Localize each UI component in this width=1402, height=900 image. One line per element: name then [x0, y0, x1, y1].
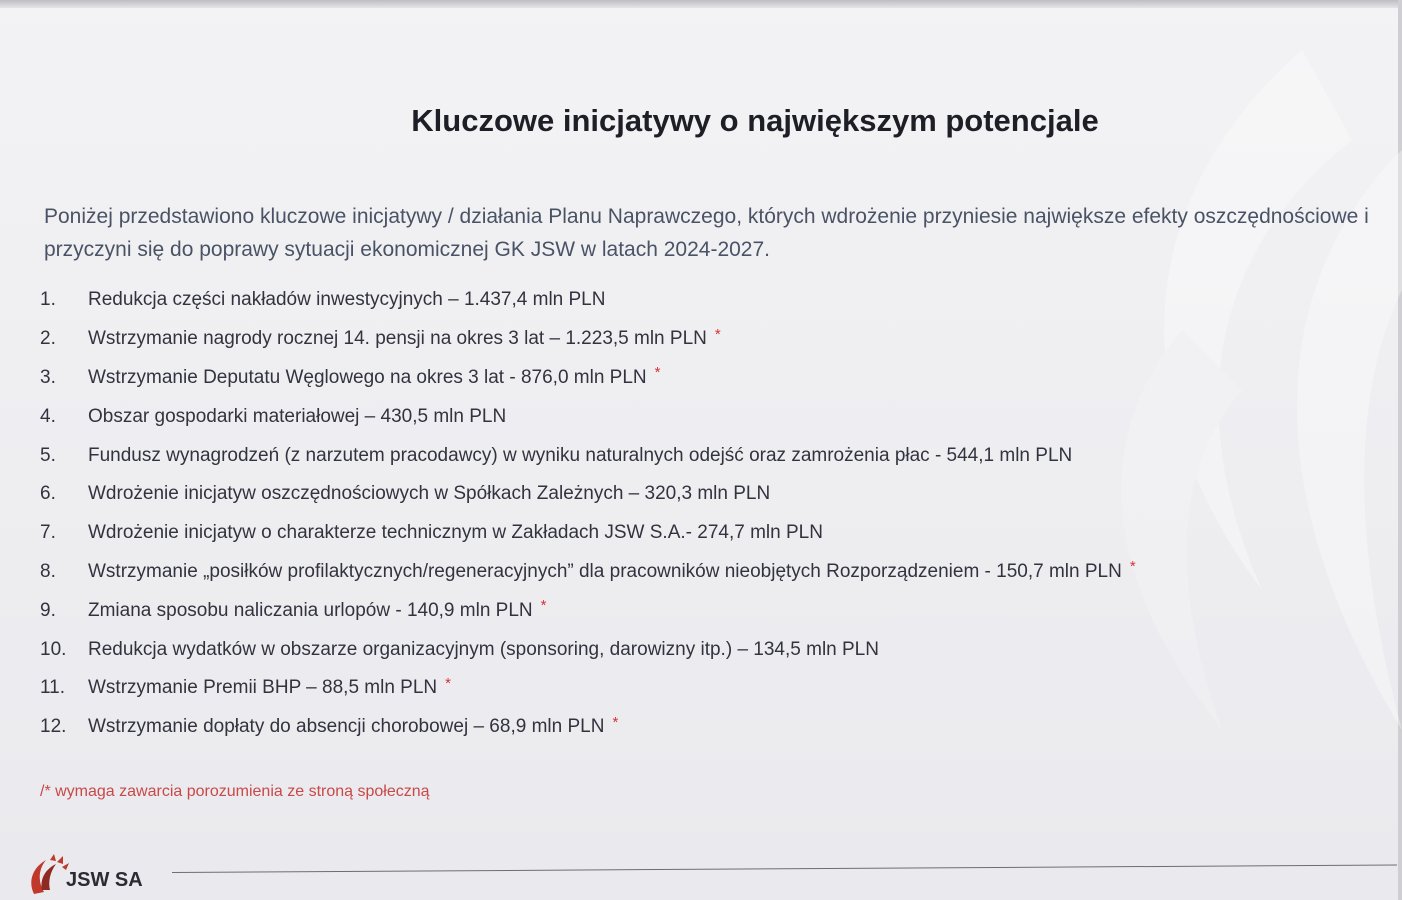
asterisk-marker: *	[654, 364, 661, 382]
company-logo	[26, 850, 143, 896]
list-item	[40, 708, 1380, 747]
item-text: Zmiana sposobu naliczania urlopów - 140,9 mln PLN	[88, 599, 533, 621]
list-item	[40, 514, 1380, 553]
item-number: 4.	[40, 405, 56, 427]
item-text: Wstrzymanie „posiłków profilaktycznych/regeneracyjnych” dla pracowników nieobjętych Rozporządzeniem - 150,7 mln PLN	[88, 560, 1122, 582]
item-number: 5.	[40, 444, 56, 466]
item-text: Wstrzymanie Premii BHP – 88,5 mln PLN	[88, 677, 438, 699]
screen-top-edge	[0, 0, 1402, 8]
asterisk-marker: *	[540, 597, 547, 615]
list-item	[40, 320, 1380, 359]
item-text: Wstrzymanie nagrody rocznej 14. pensji na okres 3 lat – 1.223,5 mln PLN	[88, 328, 707, 350]
logo-text: JSW SA	[66, 869, 143, 891]
item-text: Wdrożenie inicjatyw o charakterze technicznym w Zakładach JSW S.A.- 274,7 mln PLN	[88, 522, 823, 544]
list-item	[40, 475, 1380, 514]
asterisk-marker: *	[612, 713, 619, 731]
list-item	[40, 359, 1380, 398]
item-number: 8.	[40, 560, 56, 582]
list-item	[40, 591, 1380, 630]
asterisk-marker: *	[1129, 558, 1136, 576]
intro-paragraph: Poniżej przedstawiono kluczowe inicjatywy / działania Planu Naprawczego, których wdrożenie przyniesie największe efekty oszczędnościowe i przyczyni się do poprawy sytuacji ekonomicznej GK JSW w latach 2024-2027.	[44, 205, 1369, 261]
list-item	[40, 436, 1380, 475]
slide-title: Kluczowe inicjatywy o największym potencjale	[411, 103, 1099, 138]
item-number: 1.	[40, 289, 56, 311]
list-item	[40, 630, 1380, 669]
asterisk-marker: *	[714, 325, 721, 343]
item-text: Wdrożenie inicjatyw oszczędnościowych w Spółkach Zależnych – 320,3 mln PLN	[88, 483, 771, 505]
list-item	[40, 553, 1380, 592]
item-number: 11.	[40, 677, 66, 699]
item-number: 7.	[40, 522, 56, 544]
footer-divider	[172, 865, 1397, 873]
item-number: 12.	[40, 716, 67, 738]
list-item	[40, 397, 1380, 436]
item-text: Redukcja wydatków w obszarze organizacyjnym (sponsoring, darowizny itp.) – 134,5 mln PLN	[88, 638, 879, 660]
item-number: 3.	[40, 366, 56, 388]
initiatives-list	[40, 281, 1380, 747]
list-item	[40, 669, 1380, 708]
item-text: Redukcja części nakładów inwestycyjnych – 1.437,4 mln PLN	[88, 289, 606, 311]
item-text: Fundusz wynagrodzeń (z narzutem pracodawcy) w wyniku naturalnych odejść oraz zamrożenia płac - 544,1 mln PLN	[88, 444, 1073, 466]
item-text: Wstrzymanie Deputatu Węglowego na okres 3 lat - 876,0 mln PLN	[88, 366, 647, 388]
item-number: 9.	[40, 599, 56, 621]
item-text: Wstrzymanie dopłaty do absencji chorobowej – 68,9 mln PLN	[88, 716, 605, 738]
item-number: 6.	[40, 483, 56, 505]
list-item	[40, 281, 1380, 320]
item-number: 2.	[40, 328, 56, 350]
asterisk-marker: *	[445, 674, 451, 692]
item-number: 10.	[40, 638, 67, 660]
footnote: /* wymaga zawarcia porozumienia ze stroną społeczną	[40, 783, 430, 800]
item-text: Obszar gospodarki materiałowej – 430,5 mln PLN	[88, 405, 507, 427]
